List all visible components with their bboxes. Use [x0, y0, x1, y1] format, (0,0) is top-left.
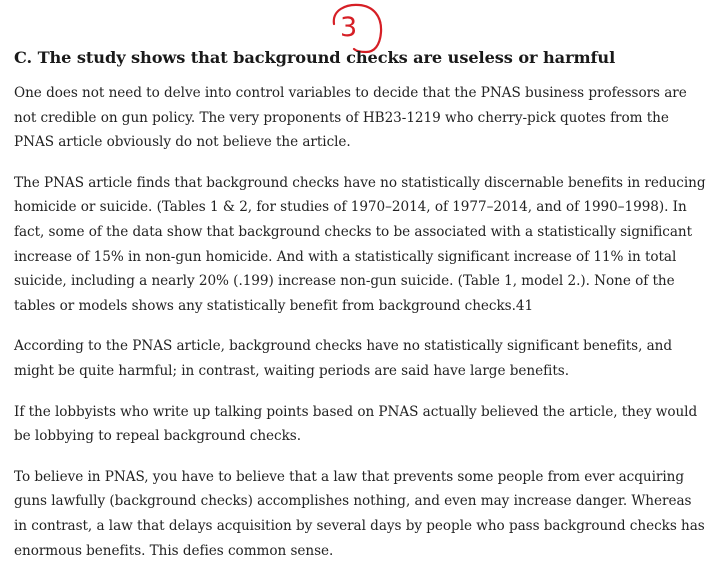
- paragraph-5: To believe in PNAS, you have to believe that a law that prevents some people from ever acquiring guns lawfully (background checks) accomplishes nothing, and even may increase danger. Whereas in contrast, a law that delays acquisition by several days by people who pass background checks has enormous benefits. This defies common sense.: [14, 468, 705, 559]
- article-section: [14, 46, 708, 579]
- paragraph-1: One does not need to delve into control variables to decide that the PNAS business professors are not credible on gun policy. The very proponents of HB23-1219 who cherry-pick quotes from the PNAS article obviously do not believe the article.: [14, 85, 687, 151]
- section-heading: C. The study shows that background checks are useless or harmful: [14, 48, 616, 67]
- paragraph-4: If the lobbyists who write up talking points based on PNAS actually believed the article, they would be lobbying to repeal background checks.: [14, 403, 698, 445]
- annotation-number: 3: [340, 12, 358, 43]
- paragraph-2: The PNAS article finds that background checks have no statistically discernable benefits in reducing homicide or suicide. (Tables 1 & 2, for studies of 1970–2014, of 1977–2014, and of 1990–1998). In fact, some of the data show that background checks to be associated with a statistically significant increase of 15% in non-gun homicide. And with a statistically significant increase of 11% in total suicide, including a nearly 20% (.199) increase non-gun suicide. (Table 1, model 2.). None of the tables or models shows any statistically benefit from background checks.41: [14, 174, 706, 314]
- paragraph-3: According to the PNAS article, background checks have no statistically significant benefits, and might be quite harmful; in contrast, waiting periods are said have large benefits.: [14, 338, 673, 379]
